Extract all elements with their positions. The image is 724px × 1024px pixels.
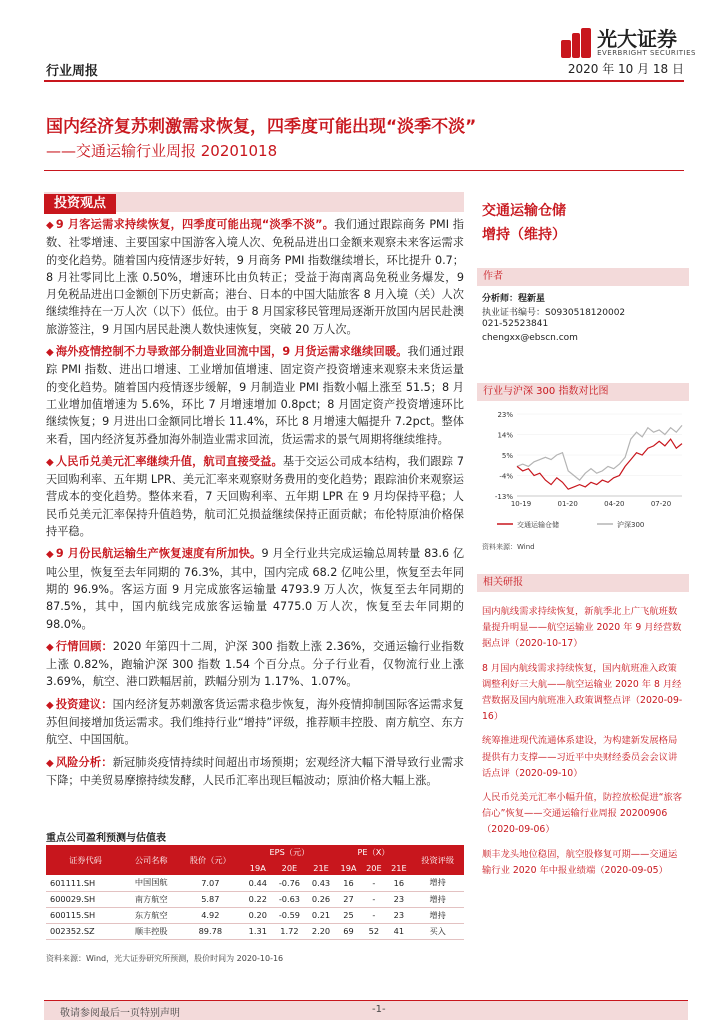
- cell-pe: 52: [361, 923, 386, 939]
- related-item[interactable]: 顺丰龙头地位稳固，航空股修复可期——交通运输行业 2020 年中报业绩端（2020-09-05）: [482, 848, 678, 876]
- paragraph-lead: 海外疫情控制不力导致部分制造业回流中国，9 月货运需求继续回暖。: [55, 345, 408, 359]
- col-header-code: 证券代码: [46, 845, 125, 875]
- paragraph-lead: 投资建议：: [55, 697, 113, 711]
- paragraph-lead: 9 月客运需求持续恢复，四季度可能出现“淡季不淡”。: [55, 218, 335, 231]
- col-header-rating: 投资评级: [411, 845, 464, 875]
- cell-pe: -: [361, 891, 386, 907]
- col-header-pe: PE（X）: [336, 845, 412, 860]
- cell-rating: 买入: [411, 923, 464, 939]
- cell-eps: 0.26: [306, 891, 335, 907]
- page-title: 国内经济复苏刺激需求恢复，四季度可能出现“淡季不淡”: [46, 117, 477, 137]
- table-row: [46, 875, 464, 891]
- col-header-eps: EPS（元）: [243, 845, 335, 860]
- report-date: 2020 年 10 月 18 日: [567, 62, 684, 76]
- diamond-bullet-icon: ◆: [46, 757, 54, 769]
- related-list: [482, 604, 686, 887]
- cell-name: 东方航空: [125, 907, 178, 923]
- cell-price: 7.07: [177, 875, 243, 891]
- cell-eps: 0.21: [306, 907, 335, 923]
- forecast-table: [46, 845, 464, 940]
- diamond-bullet-icon: ◆: [46, 220, 54, 231]
- analyst-phone: 021-52523841: [482, 319, 549, 329]
- cell-code: 600115.SH: [46, 907, 125, 923]
- chart-svg: [477, 404, 689, 544]
- paragraph: [46, 754, 464, 790]
- cell-eps: 2.20: [306, 923, 335, 939]
- series-line: [517, 425, 682, 480]
- paragraph-body: 9 月全行业共完成运输总周转量 83.6 亿吨公里，恢复至去年同期的 76.3%，其中，国内完成 68.2 亿吨公里，恢复至去年同期的 96.9%。客运方面 9 月完成旅客运输量 4793.9 万人次，恢复至去年同期的 87.5%，其中，国内航线完成旅客运输量 4775.0 万人次，恢复至去年同期的 98.0%。: [46, 547, 465, 631]
- x-tick-label: 07-20: [650, 500, 672, 508]
- col-header-name: 公司名称: [125, 845, 178, 875]
- cell-price: 5.87: [177, 891, 243, 907]
- y-tick-label: 5%: [501, 452, 513, 460]
- cell-pe: -: [361, 875, 386, 891]
- paragraph-body: 国内经济复苏刺激客货运需求稳步恢复，海外疫情抑制国际客运需求复苏但间接增加货运需求。我们维持行业“增持”评级，推荐顺丰控股、南方航空、东方航空、中国国航。: [46, 697, 464, 747]
- table-row: [46, 891, 464, 907]
- col-header-year: 21E: [386, 860, 411, 875]
- cell-eps: 0.20: [243, 907, 272, 923]
- cell-code: 600029.SH: [46, 891, 125, 907]
- brand-name-en: EVERBRIGHT SECURITIES: [597, 49, 696, 57]
- paragraph-body: 2020 年第四十二周，沪深 300 指数上涨 2.36%，交通运输行业指数上涨 0.82%，跑输沪深 300 指数 1.54 个百分点。分子行业看，仅物流行业上涨 3.69%，航空、港口跌幅居前，跌幅分别为 1.17%、1.07%。: [46, 639, 464, 689]
- brand-logo: [561, 28, 696, 58]
- paragraph-body: 我们通过跟踪 PMI 指数、进出口增速、工业增加值增速、固定资产投资增速来观察未来货运量的变化趋势。随着国内疫情逐步缓解，9 月制造业 PMI 指数小幅上涨至 51.5；8 月工业增加值增速为 5.6%，环比 7 月增速增加 0.8pct；8 月固定资产投资增速环比继续恢复；9 月进出口金额同比增长 11.4%，环比 8 月增速大幅提升 7.2pct。整体来看，国内经济复苏叠加海外制造业需求回流，货运需求的景气周期将继续维持。: [46, 345, 464, 446]
- section-title: 投资观点: [44, 194, 116, 214]
- col-header-price: 股价（元）: [177, 845, 243, 875]
- legend-label: 交通运输仓储: [517, 521, 559, 529]
- paragraph-lead: 行情回顾：: [55, 639, 113, 653]
- diamond-bullet-icon: ◆: [46, 641, 54, 653]
- cell-pe: 25: [336, 907, 362, 923]
- author-header: 作者: [477, 268, 689, 286]
- paragraph: [46, 343, 464, 448]
- sector-name: 交通运输仓储: [482, 203, 566, 219]
- table-row: [46, 907, 464, 923]
- related-header: 相关研报: [477, 574, 689, 592]
- cell-name: 中国国航: [125, 875, 178, 891]
- cell-pe: 41: [386, 923, 411, 939]
- cell-pe: -: [361, 907, 386, 923]
- paragraph-lead: 风险分析：: [55, 755, 113, 769]
- x-tick-label: 01-20: [557, 500, 578, 508]
- cell-pe: 69: [336, 923, 362, 939]
- paragraph: [46, 216, 464, 338]
- cell-pe: 16: [336, 875, 362, 891]
- series-line: [517, 439, 682, 489]
- diamond-bullet-icon: ◆: [46, 456, 54, 468]
- related-item[interactable]: 国内航线需求持续恢复，新航季北上广飞航班数量提升明显——航空运输业 2020 年 9 月经营数据点评（2020-10-17）: [482, 606, 682, 650]
- col-header-year: 20E: [272, 860, 306, 875]
- paragraph: [46, 453, 464, 540]
- cell-pe: 16: [386, 875, 411, 891]
- sector-rating: 增持（维持）: [482, 227, 566, 243]
- x-tick-label: 10-19: [510, 500, 532, 508]
- cell-name: 顺丰控股: [125, 923, 178, 939]
- cell-pe: 23: [386, 907, 411, 923]
- paragraph-lead: 9 月份民航运输生产恢复速度有所加快。: [55, 547, 262, 561]
- cell-eps: 0.22: [243, 891, 272, 907]
- page-number: -1-: [372, 1004, 386, 1015]
- col-header-year: 19A: [336, 860, 362, 875]
- cell-eps: -0.59: [272, 907, 306, 923]
- cell-rating: 增持: [411, 875, 464, 891]
- related-item[interactable]: 8 月国内航线需求持续恢复，国内航班准入政策调整利好三大航——航空运输业 2020 年 8 月经营数据及国内航班准入政策调整点评（2020-09-16）: [482, 662, 683, 723]
- related-item[interactable]: 人民币兑美元汇率小幅升值，防控放松促进“旅客信心”恢复——交通运输行业周报 20200906（2020-09-06）: [482, 792, 683, 836]
- cell-code: 601111.SH: [46, 875, 125, 891]
- y-tick-label: 14%: [497, 431, 513, 440]
- cell-rating: 增持: [411, 907, 464, 923]
- x-tick-label: 04-20: [604, 500, 625, 508]
- diamond-bullet-icon: ◆: [46, 549, 54, 561]
- diamond-bullet-icon: ◆: [46, 699, 54, 711]
- section-header: [44, 192, 464, 212]
- analyst-license: 执业证书编号：S0930518120002: [482, 308, 626, 318]
- col-header-year: 19A: [243, 860, 272, 875]
- paragraph: [46, 696, 464, 749]
- cell-pe: 23: [386, 891, 411, 907]
- table-title: 重点公司盈利预测与估值表: [46, 833, 166, 844]
- main-content: [46, 216, 464, 794]
- paragraph-body: 基于交运公司成本结构，我们跟踪 7 天回购利率、五年期 LPR、美元汇率来观察财务费用的变化趋势；跟踪油价来观察运营成本的变化趋势。整体来看，7 天回购利率、五年期 LPR 在 9 月均保持平稳；人民币兑美元汇率保持升值趋势，航司汇兑损益继续保持正面贡献；布伦特原油价格保持平稳。: [46, 454, 464, 539]
- cell-pe: 27: [336, 891, 362, 907]
- cell-rating: 增持: [411, 891, 464, 907]
- header-divider: [44, 80, 684, 82]
- cell-price: 89.78: [177, 923, 243, 939]
- chart-source: 资料来源：Wind: [482, 543, 535, 551]
- paragraph: [46, 638, 464, 691]
- cell-eps: 1.72: [272, 923, 306, 939]
- paragraph: [46, 545, 464, 632]
- title-divider: [44, 170, 684, 171]
- cell-eps: -0.63: [272, 891, 306, 907]
- col-header-year: 20E: [361, 860, 386, 875]
- paragraph-lead: 人民币兑美元汇率继续升值，航司直接受益。: [55, 454, 283, 468]
- cell-name: 南方航空: [125, 891, 178, 907]
- brand-name: 光大证券: [597, 27, 678, 51]
- logo-mark-icon: [561, 28, 591, 58]
- related-item[interactable]: 统筹推进现代流通体系建设，为构建新发展格局提供有力支撑——习近平中央财经委员会会议讲话点评（2020-09-10）: [482, 735, 678, 779]
- cell-price: 4.92: [177, 907, 243, 923]
- paragraph-body: 我们通过跟踪商务 PMI 指数、社零增速、主要国家中国游客入境人次、免税品进出口金额来观察未来客运需求的变化趋势。随着国内疫情逐步好转，9 月商务 PMI 指数继续增长，环比提升 0.7；8 月社零同比上涨 0.50%，增速环比由负转正；受益于海南离岛免税业务爆发，9 月免税品进出口金额创下历史新高；港台、日本的中国大陆旅客 8 月入境（关）人次继续维持在一万人次（以下）低位。由于 8 月国家移民管理局逐渐开放国内居民赴澳旅游签注，9 月国内居民赴澳人数快速恢复，突破 20 万人次。: [46, 218, 464, 336]
- y-tick-label: -4%: [499, 472, 513, 481]
- diamond-bullet-icon: ◆: [46, 347, 54, 359]
- cell-code: 002352.SZ: [46, 923, 125, 939]
- legend-label: 沪深300: [617, 521, 645, 529]
- table-row: [46, 923, 464, 939]
- cell-eps: 1.31: [243, 923, 272, 939]
- cell-eps: -0.76: [272, 875, 306, 891]
- col-header-year: 21E: [306, 860, 335, 875]
- chart-header: 行业与沪深 300 指数对比图: [477, 383, 689, 401]
- y-tick-label: -13%: [494, 493, 513, 501]
- cell-eps: 0.43: [306, 875, 335, 891]
- report-type: 行业周报: [46, 64, 99, 79]
- footer-disclaimer: 敬请参阅最后一页特别声明: [60, 1008, 180, 1019]
- index-chart: [477, 404, 689, 544]
- page-subtitle: ——交通运输行业周报 20201018: [46, 142, 278, 160]
- y-tick-label: 23%: [497, 411, 513, 419]
- table-source: 资料来源：Wind，光大证券研究所预测，股价时间为 2020-10-16: [46, 954, 284, 963]
- analyst-email: chengxx@ebscn.com: [482, 333, 578, 343]
- cell-eps: 0.44: [243, 875, 272, 891]
- analyst-name: 分析师：程新星: [482, 294, 546, 304]
- paragraph-body: 新冠肺炎疫情持续时间超出市场预期；宏观经济大幅下滑导致行业需求下降；中美贸易摩擦持续发酵，人民币汇率出现巨幅波动；原油价格大幅上涨。: [46, 755, 464, 787]
